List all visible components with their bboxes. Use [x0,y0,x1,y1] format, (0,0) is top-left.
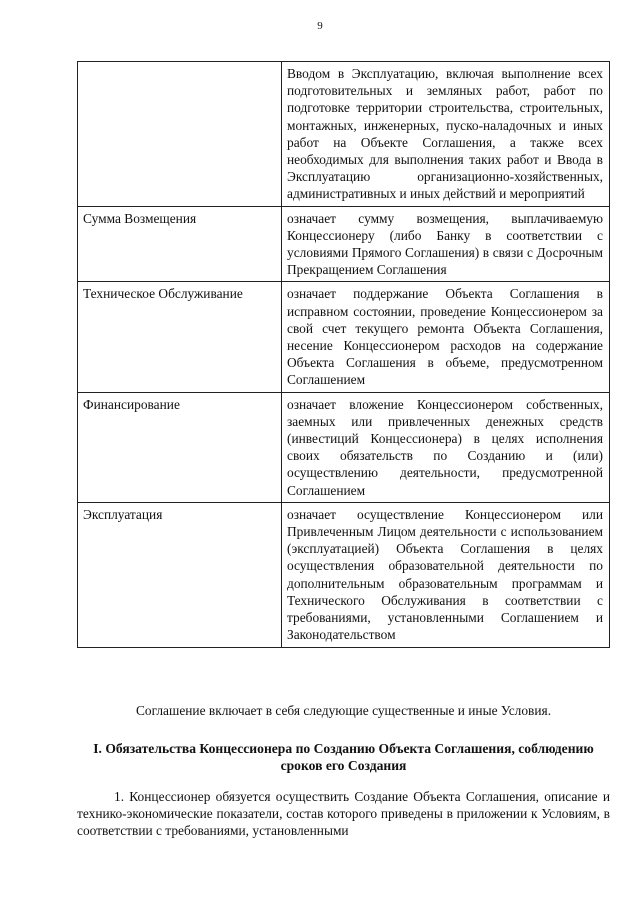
term-cell: Техническое Обслуживание [78,282,282,392]
table-row [78,502,610,647]
table-row [78,206,610,282]
clause-1-paragraph: 1. Концессионер обязуется осуществить Создание Объекта Соглашения, описание и технико-экономические показатели, состав которого приведены в приложении к Условиям, в соответствии с требованиями, установленными [77,789,610,839]
definition-cell: означает вложение Концессионером собственных, заемных или привлеченных денежных средств (инвестиций Концессионера) в целях исполнения своих обязательств по Созданию и (или) осуществлению деятельности, предусмотренной Соглашением [282,392,610,502]
table-row [78,62,610,207]
term-cell: Эксплуатация [78,502,282,647]
definition-cell: Вводом в Эксплуатацию, включая выполнение всех подготовительных и земляных работ, работ по подготовке территории строительства, строительных, монтажных, инженерных, пуско-наладочных и иных работ на Объекте Соглашения, а также всех необходимых для выполнения таких работ и Ввода в Эксплуатацию организационно-хозяйственных, административных и иных действий и мероприятий [282,62,610,207]
page-number: 9 [317,20,323,32]
term-cell [78,62,282,207]
definition-cell: означает сумму возмещения, выплачиваемую Концессионеру (либо Банку в соответствии с условиями Прямого Соглашения) в связи с Досрочным Прекращением Соглашения [282,206,610,282]
term-cell: Финансирование [78,392,282,502]
definitions-table [77,61,610,648]
definition-cell: означает поддержание Объекта Соглашения в исправном состоянии, проведение Концессионером за свой счет текущего ремонта Объекта Соглашения, несение Концессионером расходов на содержание Объекта Соглашения в объеме, предусмотренном Соглашением [282,282,610,392]
table-row [78,282,610,392]
table-row [78,392,610,502]
intro-paragraph: Соглашение включает в себя следующие существенные и иные Условия. [135,703,552,718]
section-heading: I. Обязательства Концессионера по Созданию Объекта Соглашения, соблюдению сроков его Создания [93,741,594,774]
definition-cell: означает осуществление Концессионером или Привлеченным Лицом деятельности с использованием (эксплуатацией) Объекта Соглашения в целях осуществления образовательной деятельности по дополнительным образовательным программам и Технического Обслуживания в соответствии с требованиями, установленными Соглашением и Законодательством [282,502,610,647]
term-cell: Сумма Возмещения [78,206,282,282]
